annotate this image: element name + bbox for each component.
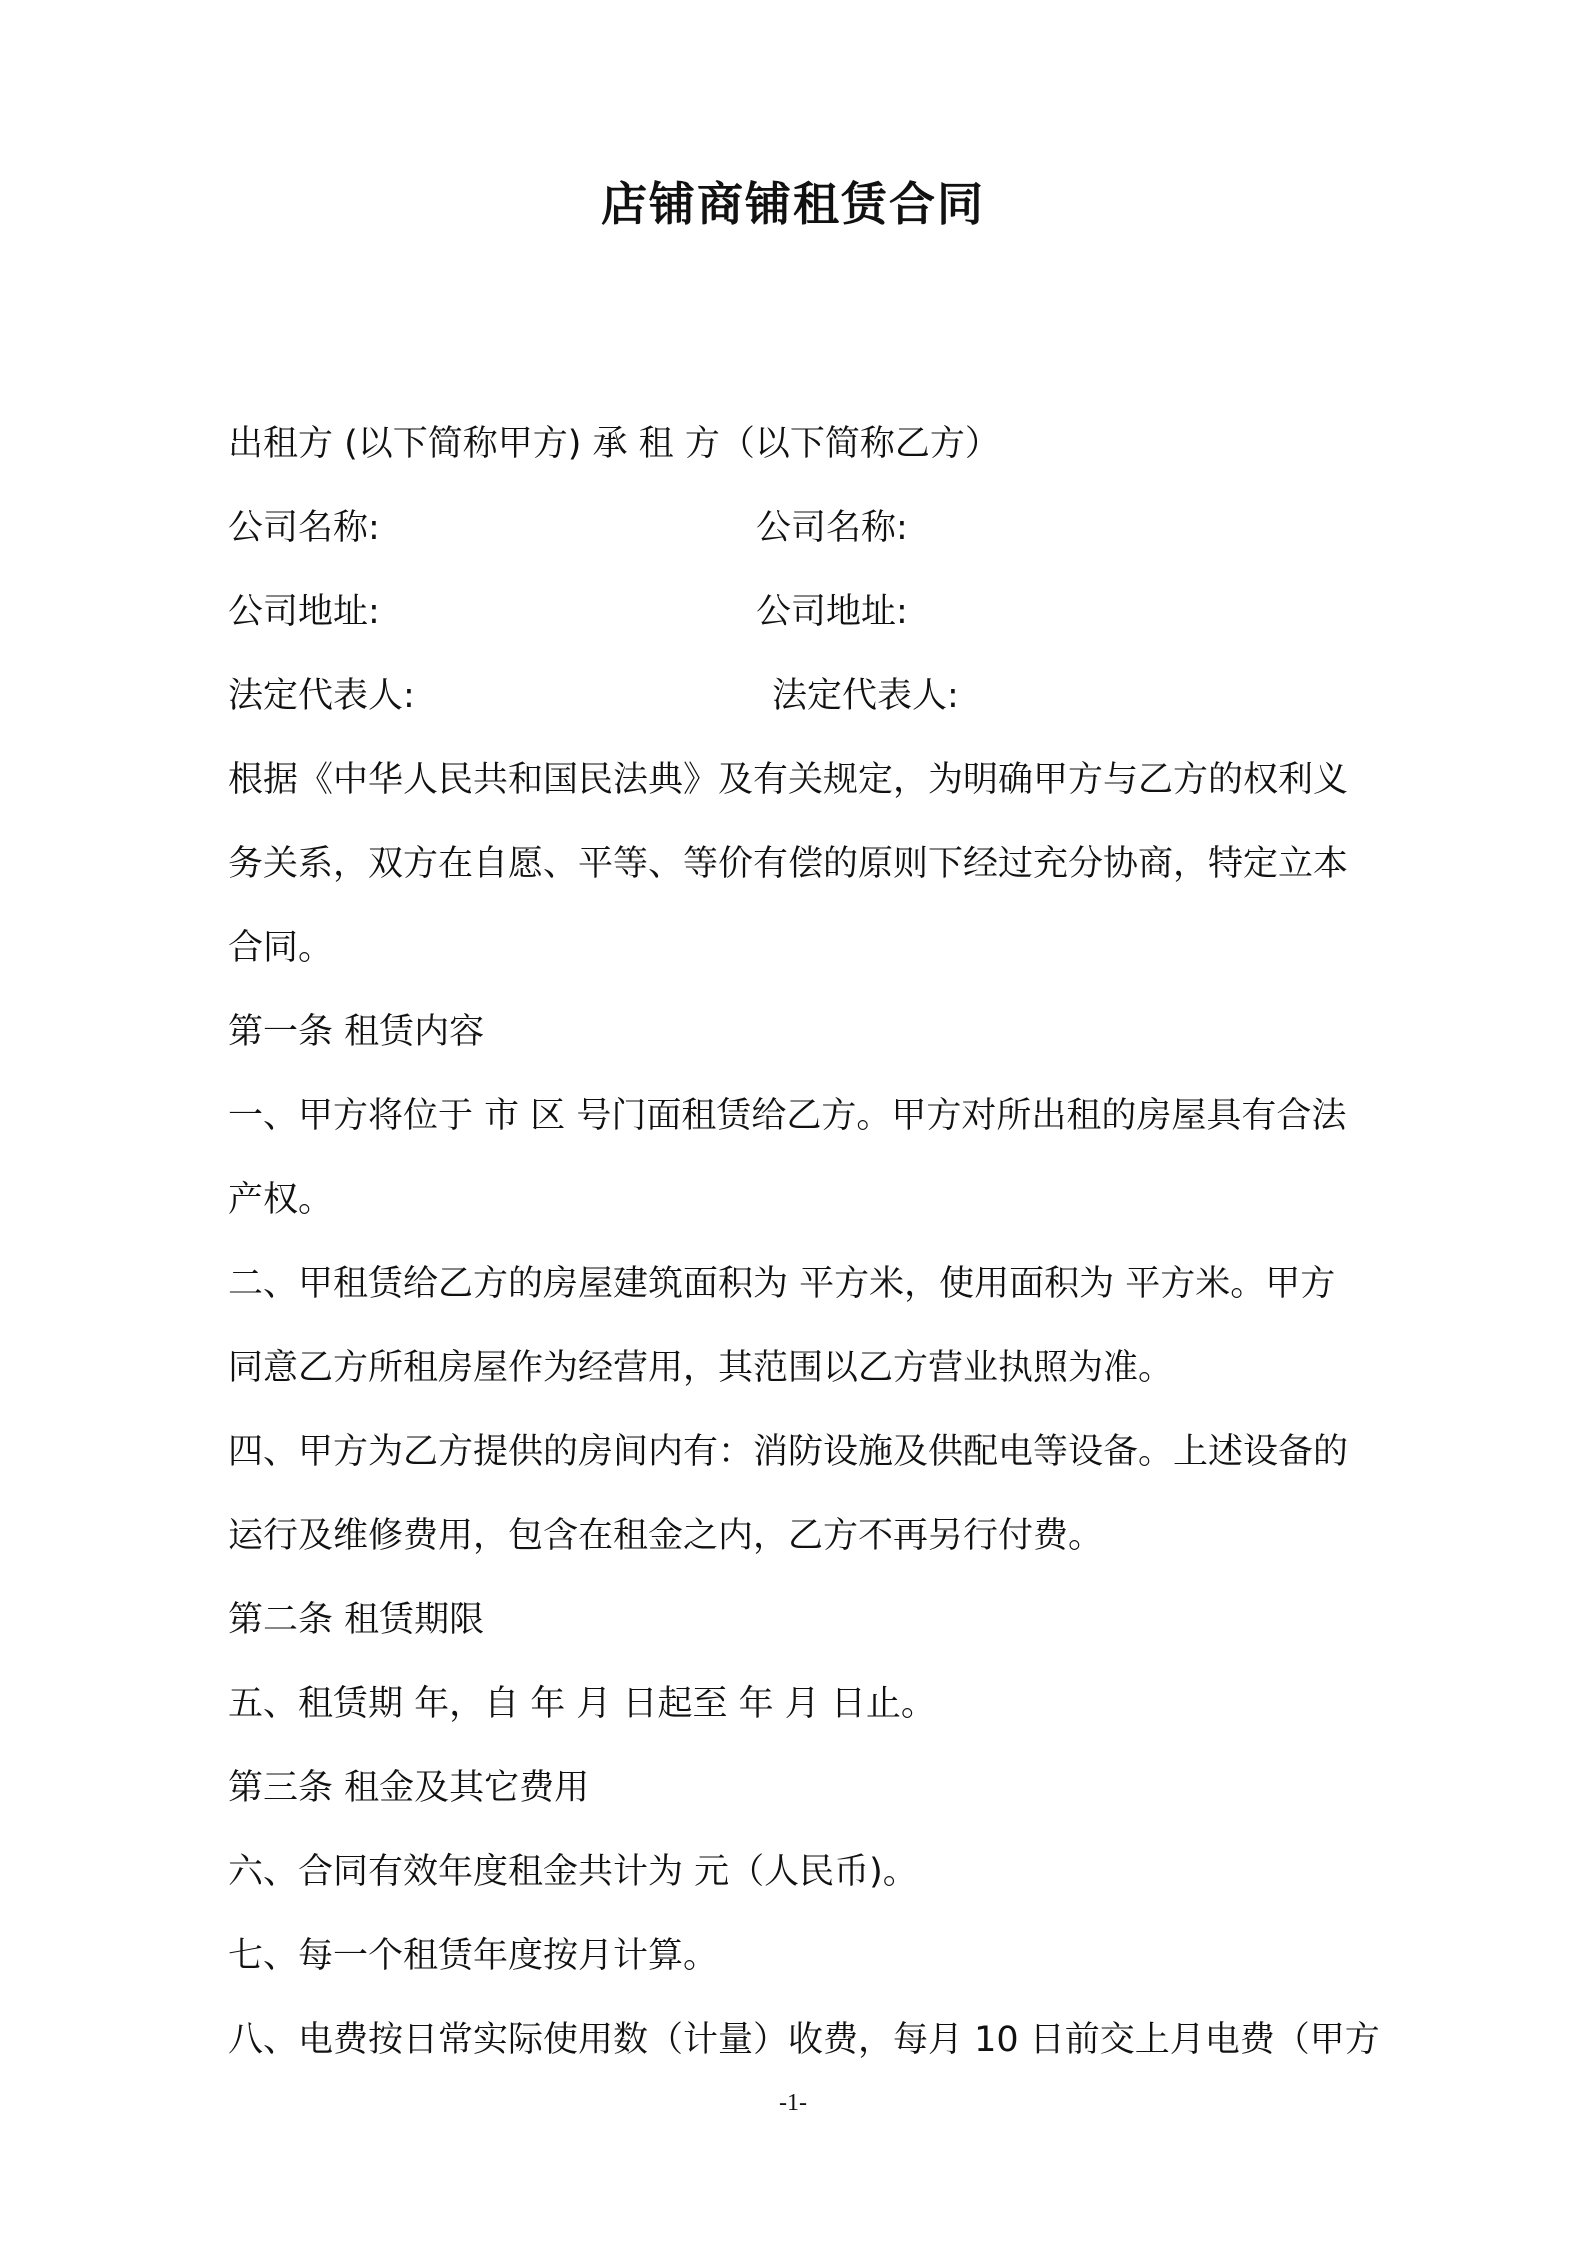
legal-rep-label-b: 法定代表人: — [772, 676, 959, 716]
article-2-heading: 第二条 租赁期限 — [228, 1600, 485, 1640]
company-address-label-b: 公司地址: — [756, 592, 908, 632]
legal-rep-label-a: 法定代表人: — [228, 676, 415, 716]
clause-5: 五、租赁期 年，自 年 月 日起至 年 月 日止。 — [228, 1684, 936, 1724]
parties-line: 出租方 (以下简称甲方) 承 租 方（以下简称乙方） — [228, 424, 1000, 464]
intro-paragraph-line-3: 合同。 — [228, 928, 334, 968]
company-address-label-a: 公司地址: — [228, 592, 380, 632]
document-title: 店铺商铺租赁合同 — [601, 177, 985, 231]
clause-8-line-1: 八、电费按日常实际使用数（计量）收费，每月 10 日前交上月电费（甲方 — [228, 2020, 1380, 2060]
intro-paragraph-line-2: 务关系，双方在自愿、平等、等价有偿的原则下经过充分协商，特定立本 — [228, 844, 1349, 884]
clause-7: 七、每一个租赁年度按月计算。 — [228, 1936, 719, 1976]
clause-2-line-1: 二、甲租赁给乙方的房屋建筑面积为 平方米，使用面积为 平方米。甲方 — [228, 1264, 1336, 1304]
clause-4-line-2: 运行及维修费用，包含在租金之内，乙方不再另行付费。 — [228, 1516, 1104, 1556]
company-name-label-a: 公司名称: — [228, 508, 380, 548]
clause-6: 六、合同有效年度租金共计为 元（人民币)。 — [228, 1852, 918, 1892]
company-name-label-b: 公司名称: — [756, 508, 908, 548]
intro-paragraph-line-1: 根据《中华人民共和国民法典》及有关规定，为明确甲方与乙方的权利义 — [228, 760, 1349, 800]
article-1-heading: 第一条 租赁内容 — [228, 1012, 485, 1052]
clause-1-line-2: 产权。 — [228, 1180, 334, 1220]
page-number: -1- — [779, 2090, 807, 2116]
clause-1-line-1: 一、甲方将位于 市 区 号门面租赁给乙方。甲方对所出租的房屋具有合法 — [228, 1096, 1347, 1136]
company-name-row — [228, 500, 380, 550]
article-3-heading: 第三条 租金及其它费用 — [228, 1768, 590, 1808]
clause-4-line-1: 四、甲方为乙方提供的房间内有：消防设施及供配电等设备。上述设备的 — [228, 1432, 1349, 1472]
clause-2-line-2: 同意乙方所租房屋作为经营用，其范围以乙方营业执照为准。 — [228, 1348, 1174, 1388]
